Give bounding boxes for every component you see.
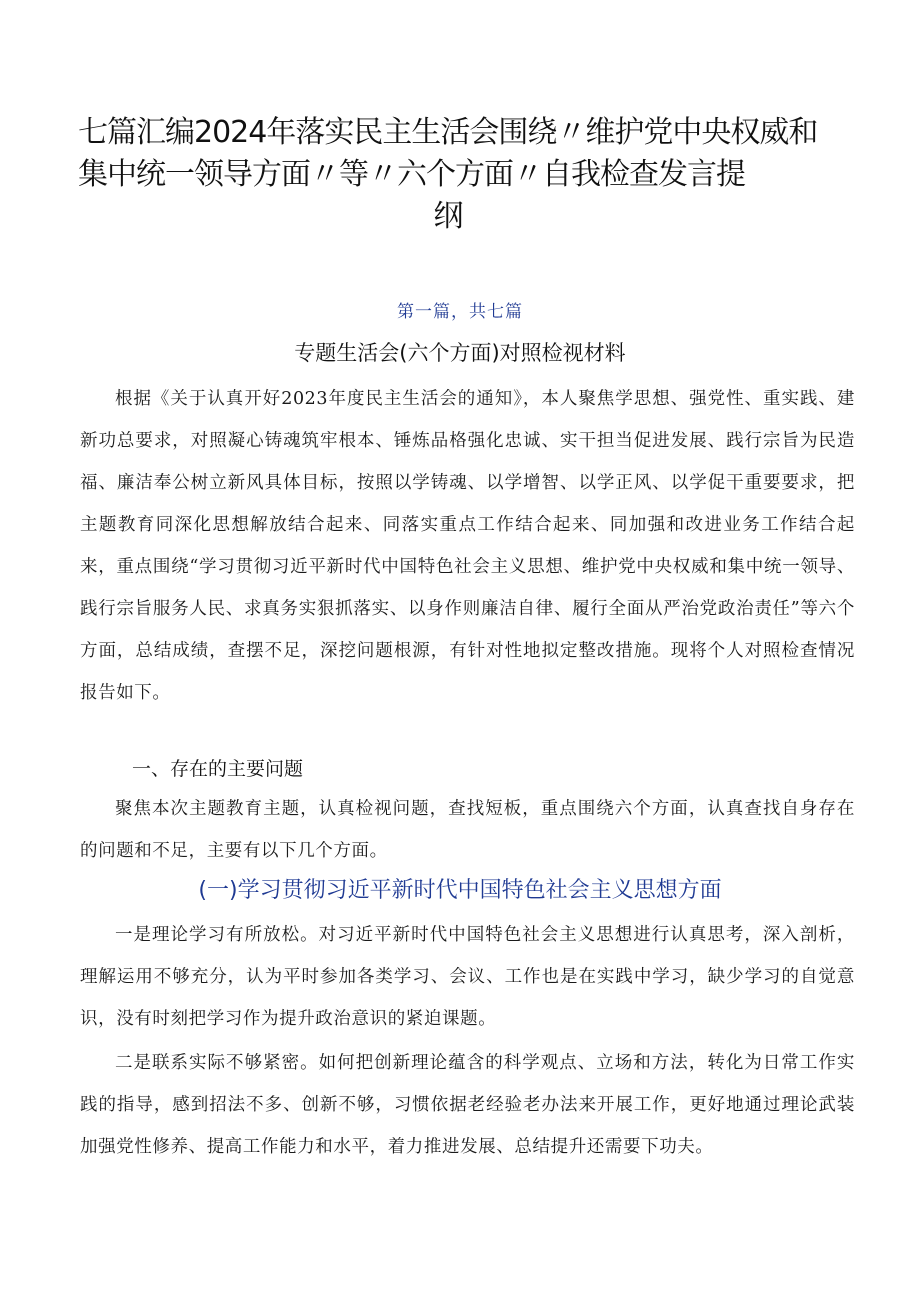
title-line-2: 集中统一领导方面〃等〃六个方面〃自我检查发言提 <box>78 157 745 192</box>
part-label: 第一篇，共七篇 <box>397 302 523 322</box>
point-two-paragraph: 二是联系实际不够紧密。如何把创新理论蕴含的科学观点、立场和方法，转化为日常工作实践的指导，感到招法不多、创新不够，习惯依据老经验老办法来开展工作，更好地通过理论武装加强党性修养、提高工作能力和水平，着力推进发展、总结提升还需要下功夫。 <box>80 1053 855 1157</box>
section-heading-main-problems: 一、存在的主要问题 <box>132 758 304 780</box>
title-line-1: 七篇汇编2024年落实民主生活会围绕〃维护党中央权威和 <box>78 115 818 150</box>
document-title <box>78 112 848 238</box>
intro-paragraph: 根据《关于认真开好2023年度民主生活会的通知》，本人聚焦学思想、强党性、重实践、建新功总要求，对照凝心铸魂筑牢根本、锤炼品格强化忠诚、实干担当促进发展、践行宗旨为民造福、廉洁奉公树立新风具体目标，按照以学铸魂、以学增智、以学正风、以学促干重要要求，把主题教育同深化思想解放结合起来、同落实重点工作结合起来、同加强和改进业务工作结合起来，重点围绕“学习贯彻习近平新时代中国特色社会主义思想、维护党中央权威和集中统一领导、践行宗旨服务人民、求真务实狠抓落实、以身作则廉洁自律、履行全面从严治党政治责任”等六个方面，总结成绩，查摆不足，深挖问题根源，有针对性地拟定整改措施。现将个人对照检查情况报告如下。 <box>80 389 855 703</box>
title-line-3: 纲 <box>433 199 463 234</box>
point-one-paragraph: 一是理论学习有所放松。对习近平新时代中国特色社会主义思想进行认真思考，深入剖析，理解运用不够充分，认为平时参加各类学习、会议、工作也是在实践中学习，缺少学习的自觉意识，没有时刻把学习作为提升政治意识的紧迫课题。 <box>80 925 855 1029</box>
subsection-heading-theory-study: (一)学习贯彻习近平新时代中国特色社会主义思想方面 <box>198 878 722 903</box>
material-subtitle: 专题生活会(六个方面)对照检视材料 <box>294 341 626 365</box>
problems-intro-paragraph: 聚焦本次主题教育主题，认真检视问题，查找短板，重点围绕六个方面，认真查找自身存在的问题和不足，主要有以下几个方面。 <box>80 799 855 861</box>
